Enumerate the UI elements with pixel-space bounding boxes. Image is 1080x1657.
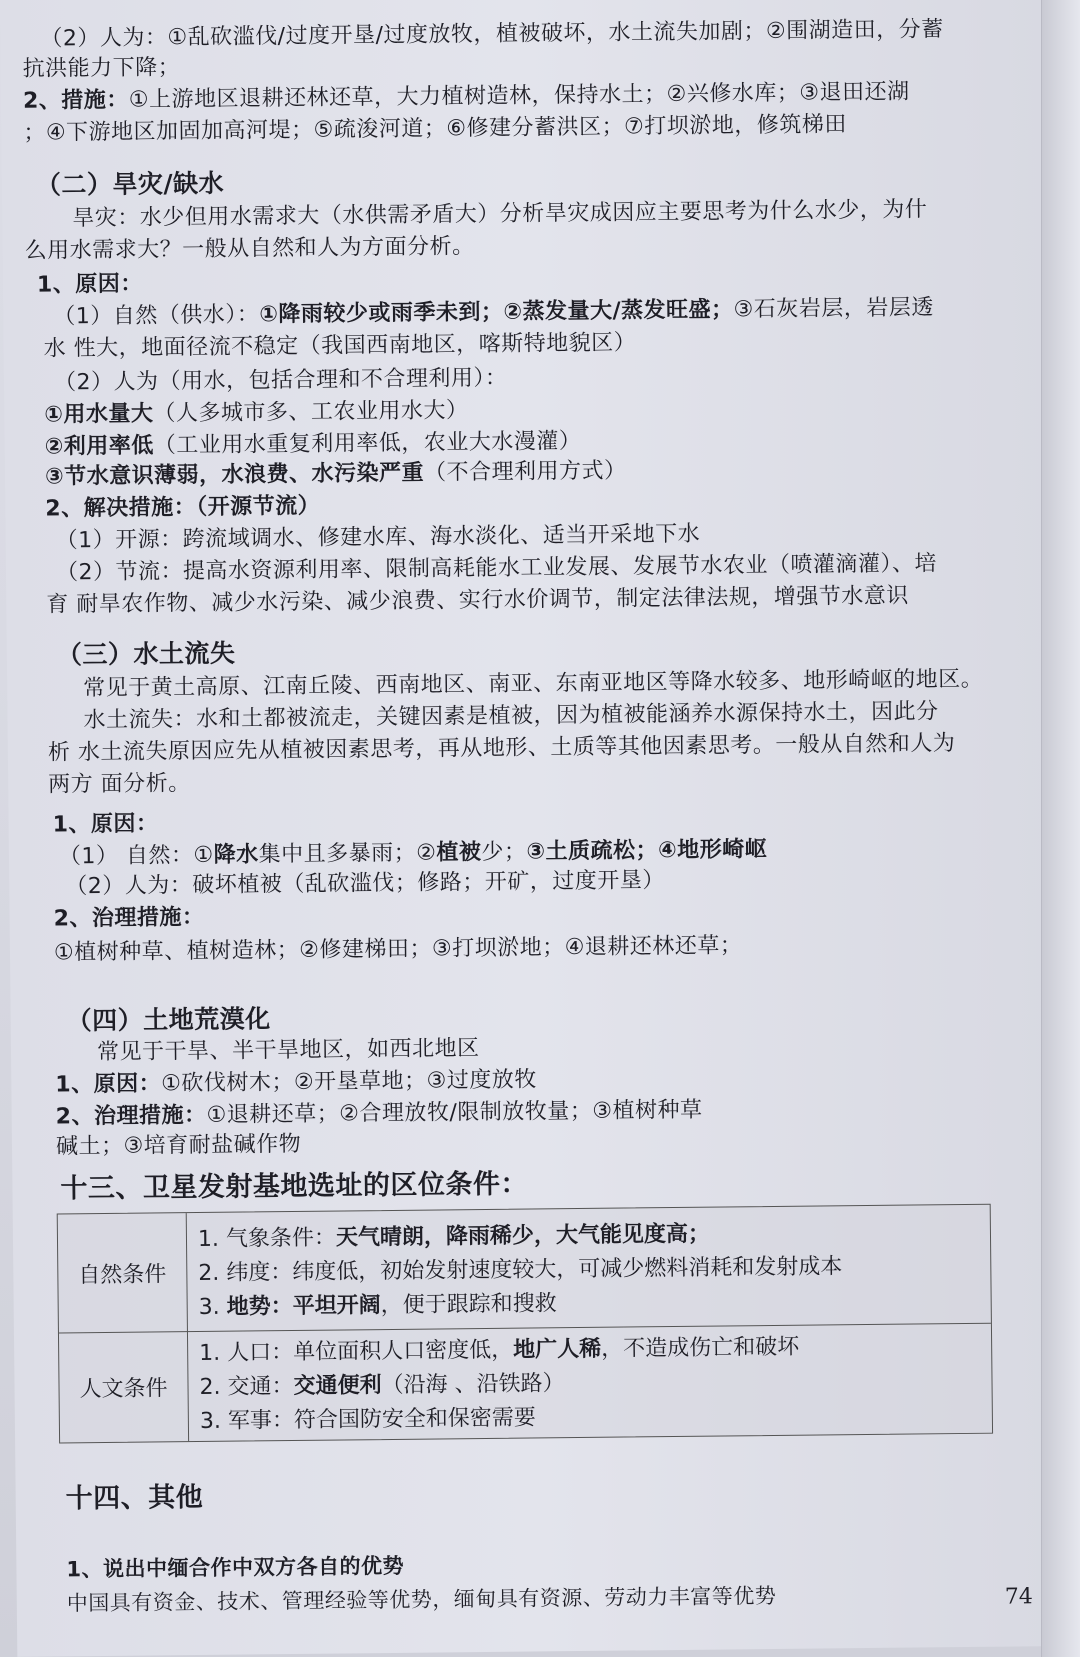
bold-span: 交通便利 (293, 1373, 382, 1400)
text-line: （1）开源：跨流域调水、修建水库、海水淡化、适当开采地下水 (55, 521, 701, 554)
text-line: （2）人为：①乱砍滥伐/过度开垦/过度放牧，植被破坏，水土流失加剧；②围湖造田，分蓄 (40, 17, 944, 52)
text-line: （2）人为（用水，包括合理和不合理利用）： (53, 365, 508, 396)
text-line (44, 397, 468, 429)
text-span: ③石灰岩层，岩层透 (733, 295, 934, 323)
text-line: 两方 面分析。 (48, 771, 191, 798)
page-number: 74 (1004, 1584, 1033, 1610)
bold-span: 植被 (436, 840, 482, 866)
bold-span: 地广人稀 (513, 1336, 602, 1363)
text-line: 常见于黄土高原、江南丘陵、西南地区、南亚、东南亚地区等降水较多、地形崎岖的地区。 (83, 666, 984, 702)
table-line (198, 1220, 710, 1255)
heading-treatment: 2、治理措施： (53, 904, 205, 932)
section-title-13: 十三、卫星发射基地选址的区位条件： (60, 1168, 529, 1205)
location-conditions-table (57, 1204, 993, 1444)
text-line: （2）节流：提高水资源利用率、限制高耗能水工业发展、发展节水农业（喷灌滴灌）、培 (55, 551, 938, 586)
text-line: 析 水土流失原因应先从植被因素思考，再从地形、土质等其他因素思考。一般从自然和人为 (47, 731, 956, 766)
text-span: （人多城市多、工农业用水大） (153, 398, 469, 427)
heading-measures: 2、措施： (22, 87, 129, 114)
text-span: （工业用水重复利用率低，农业大水漫灌） (153, 428, 582, 459)
text-line: 水 性大，地面径流不稳定（我国西南地区，喀斯特地貌区） (43, 330, 637, 362)
section-title-desertification: （四）土地荒漠化 (66, 1004, 271, 1036)
text-line: ；④下游地区加固加高河堤；⑤疏浚河道；⑥修建分蓄洪区；⑦打坝淤地，修筑梯田 (23, 112, 847, 146)
row-label-natural: 自然条件 (58, 1213, 188, 1332)
text-line: 旱灾：水少但用水需求大（水供需矛盾大）分析旱灾成因应主要思考为什么水少，为什 (72, 197, 928, 232)
bold-span: ①降雨较少或雨季未到；②蒸发量大/蒸发旺盛； (259, 297, 734, 328)
heading-causes: 1、原因： (52, 811, 159, 838)
row-body-human (199, 1323, 984, 1441)
question-heading: 1、说出中缅合作中双方各自的优势 (66, 1553, 405, 1582)
text-line: 育 耐旱农作物、减少水污染、减少浪费、实行水价调节，制定法律法规，增强节水意识 (46, 583, 909, 618)
text-line (23, 78, 910, 115)
text-line (56, 1097, 703, 1132)
bold-span: ②利用率低 (44, 433, 154, 460)
table-line: 3. 军事：符合国防安全和保密需要 (199, 1405, 537, 1434)
text-span: 1. 人口：单位面积人口密度低， (199, 1337, 514, 1366)
heading-treatment: 2、治理措施： (55, 1102, 207, 1130)
bold-span: ③节水意识薄弱，水浪费、水污染严重 (44, 460, 425, 490)
table-row-natural (58, 1205, 991, 1334)
text-span: （1） 自然：① (58, 842, 214, 870)
text-line: 碱土；③培育耐盐碱作物 (55, 1131, 302, 1160)
section-title-drought: （二）旱灾/缺水 (35, 168, 225, 200)
text-line: 常见于干旱、半干旱地区，如西北地区 (96, 1036, 480, 1066)
text-span: 2. 交通： (199, 1374, 294, 1400)
table-row-human (59, 1323, 992, 1443)
text-line: 么用水需求大？一般从自然和人为方面分析。 (24, 234, 475, 264)
text-span: 3. (198, 1294, 227, 1320)
text-line: ①植树种草、植树造林；②修建梯田；③打坝淤地；④退耕还林还草； (53, 933, 743, 966)
text-span: ①退耕还草；②合理放牧/限制放牧量；③植树种草 (206, 1097, 703, 1128)
heading-causes: 1、原因： (36, 271, 143, 298)
text-line: 水土流失：水和土都被流走，关键因素是植被，因为植被能涵养水源保持水土，因此分 (83, 699, 939, 734)
section-title-erosion: （三）水土流失 (56, 638, 236, 670)
text-span: ①上游地区退耕还林还草，大力植树造林，保持水土；②兴修水库；③退田还湖 (128, 79, 910, 113)
row-body-natural (198, 1205, 983, 1331)
text-span: 少； (481, 839, 527, 866)
bold-span: 地势：平坦开阔 (226, 1293, 381, 1320)
text-line (55, 1066, 537, 1099)
text-line (45, 457, 627, 491)
answer-text: 中国具有资金、技术、管理经验等优势，缅甸具有资源、劳动力丰富等优势 (66, 1583, 777, 1616)
bold-span: 降水 (213, 842, 259, 868)
heading-solutions: 2、解决措施：（开源节流） (45, 493, 321, 522)
bold-span: 天气晴朗，降雨稀少，大气能见度高； (335, 1221, 711, 1251)
table-line: 2. 纬度：纬度低，初始发射速度较大，可减少燃料消耗和发射成本 (198, 1254, 843, 1286)
table-line (199, 1289, 557, 1323)
text-span: （沿海 、沿铁路） (381, 1371, 565, 1399)
text-span: 1. 气象条件： (197, 1225, 337, 1252)
text-line: （2）人为：破坏植被（乱砍滥伐；修路；开矿，过度开垦） (65, 868, 665, 900)
table-line (199, 1369, 564, 1403)
text-line (45, 428, 582, 462)
text-span: ，便于跟踪和搜救 (380, 1291, 557, 1319)
text-span: ①砍伐树木；②开垦草地；③过度放牧 (161, 1067, 537, 1097)
bold-span: ③土质疏松；④地形崎岖 (526, 837, 768, 865)
heading-causes: 1、原因： (55, 1071, 162, 1098)
text-span: （不合理利用方式） (423, 458, 627, 486)
table-line (199, 1333, 799, 1369)
text-span: （1）自然（供水）： (53, 302, 260, 330)
text-line: 抗洪能力下降； (22, 55, 181, 82)
text-span: 集中且多暴雨；② (258, 840, 437, 868)
section-title-14: 十四、其他 (65, 1481, 204, 1515)
text-span: ，不造成伤亡和破坏 (601, 1334, 800, 1362)
bold-span: ①用水量大 (44, 401, 154, 428)
text-line (59, 836, 768, 871)
next-page-edge (1041, 0, 1080, 1657)
text-line (53, 294, 934, 331)
row-label-human: 人文条件 (59, 1331, 189, 1442)
